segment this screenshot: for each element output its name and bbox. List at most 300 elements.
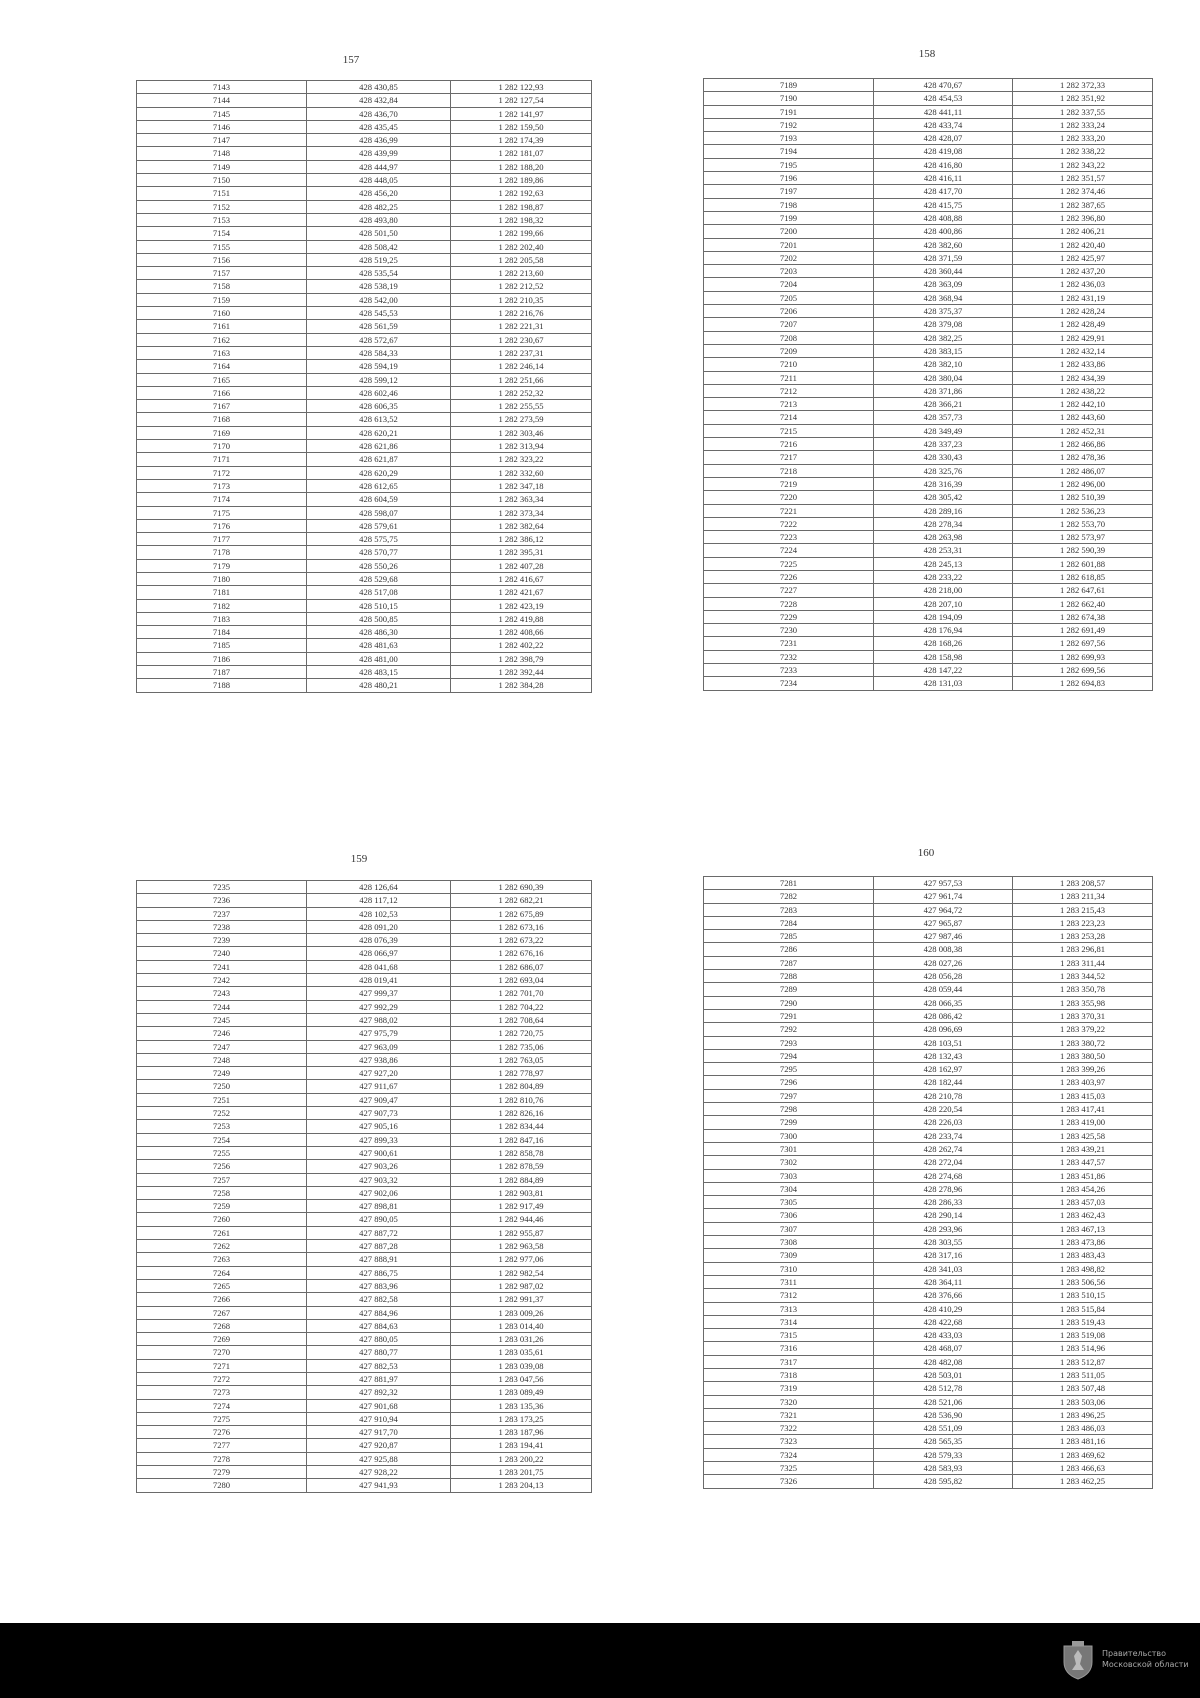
point-number-cell: 7240 [137,947,307,960]
table-row [137,1412,592,1425]
point-number-cell: 7298 [704,1103,874,1116]
y-coordinate-cell: 1 283 439,21 [1013,1142,1153,1155]
point-number-cell: 7290 [704,996,874,1009]
table-row [704,570,1153,583]
y-coordinate-cell: 1 282 351,57 [1013,172,1153,185]
x-coordinate-cell: 428 274,68 [874,1169,1013,1182]
table-row [137,174,592,187]
x-coordinate-cell: 428 468,07 [874,1342,1013,1355]
x-coordinate-cell: 428 382,10 [874,358,1013,371]
y-coordinate-cell: 1 282 917,49 [451,1200,592,1213]
point-number-cell: 7172 [137,466,307,479]
point-number-cell: 7293 [704,1036,874,1049]
coordinates-table-page-159 [136,880,592,1493]
point-number-cell: 7181 [137,586,307,599]
y-coordinate-cell: 1 282 987,02 [451,1279,592,1292]
point-number-cell: 7257 [137,1173,307,1186]
point-number-cell: 7287 [704,956,874,969]
y-coordinate-cell: 1 282 192,63 [451,187,592,200]
x-coordinate-cell: 428 325,76 [874,464,1013,477]
y-coordinate-cell: 1 282 778,97 [451,1067,592,1080]
point-number-cell: 7165 [137,373,307,386]
x-coordinate-cell: 428 433,74 [874,118,1013,131]
y-coordinate-cell: 1 282 374,46 [1013,185,1153,198]
point-number-cell: 7277 [137,1439,307,1452]
y-coordinate-cell: 1 282 708,64 [451,1013,592,1026]
x-coordinate-cell: 428 316,39 [874,477,1013,490]
x-coordinate-cell: 428 519,25 [307,253,451,266]
table-row [137,81,592,94]
point-number-cell: 7278 [137,1452,307,1465]
point-number-cell: 7258 [137,1186,307,1199]
x-coordinate-cell: 427 903,26 [307,1160,451,1173]
point-number-cell: 7153 [137,213,307,226]
y-coordinate-cell: 1 283 514,96 [1013,1342,1153,1355]
x-coordinate-cell: 428 364,11 [874,1275,1013,1288]
table-row [704,637,1153,650]
x-coordinate-cell: 427 992,29 [307,1000,451,1013]
x-coordinate-cell: 427 941,93 [307,1479,451,1492]
table-row [704,557,1153,570]
table-row [704,305,1153,318]
point-number-cell: 7173 [137,479,307,492]
x-coordinate-cell: 428 480,21 [307,679,451,692]
x-coordinate-cell: 428 293,96 [874,1222,1013,1235]
y-coordinate-cell: 1 282 693,04 [451,974,592,987]
x-coordinate-cell: 428 168,26 [874,637,1013,650]
point-number-cell: 7244 [137,1000,307,1013]
table-row [137,493,592,506]
y-coordinate-cell: 1 282 387,65 [1013,198,1153,211]
point-number-cell: 7320 [704,1395,874,1408]
y-coordinate-cell: 1 283 457,03 [1013,1196,1153,1209]
table-row [137,626,592,639]
table-row [704,491,1153,504]
x-coordinate-cell: 428 620,21 [307,426,451,439]
table-row [137,1439,592,1452]
x-coordinate-cell: 428 371,59 [874,251,1013,264]
x-coordinate-cell: 428 337,23 [874,438,1013,451]
table-row [137,413,592,426]
x-coordinate-cell: 428 262,74 [874,1142,1013,1155]
x-coordinate-cell: 428 158,98 [874,650,1013,663]
table-row [137,519,592,532]
table-row [137,666,592,679]
point-number-cell: 7241 [137,960,307,973]
point-number-cell: 7248 [137,1053,307,1066]
point-number-cell: 7276 [137,1426,307,1439]
point-number-cell: 7209 [704,344,874,357]
y-coordinate-cell: 1 282 351,92 [1013,92,1153,105]
point-number-cell: 7321 [704,1408,874,1421]
x-coordinate-cell: 428 561,59 [307,320,451,333]
table-row [137,1200,592,1213]
y-coordinate-cell: 1 283 447,57 [1013,1156,1153,1169]
table-row [704,398,1153,411]
x-coordinate-cell: 427 987,46 [874,930,1013,943]
table-row [704,1103,1153,1116]
table-row [137,559,592,572]
y-coordinate-cell: 1 283 507,48 [1013,1382,1153,1395]
point-number-cell: 7149 [137,160,307,173]
point-number-cell: 7269 [137,1333,307,1346]
x-coordinate-cell: 428 341,03 [874,1262,1013,1275]
table-row [137,1133,592,1146]
y-coordinate-cell: 1 283 503,06 [1013,1395,1153,1408]
table-row [137,907,592,920]
point-number-cell: 7272 [137,1372,307,1385]
y-coordinate-cell: 1 282 122,93 [451,81,592,94]
x-coordinate-cell: 428 383,15 [874,344,1013,357]
x-coordinate-cell: 428 433,03 [874,1329,1013,1342]
point-number-cell: 7234 [704,677,874,690]
y-coordinate-cell: 1 283 039,08 [451,1359,592,1372]
table-row [704,1049,1153,1062]
table-row [704,544,1153,557]
coat-of-arms-icon [1060,1640,1096,1680]
table-row [704,1196,1153,1209]
point-number-cell: 7191 [704,105,874,118]
point-number-cell: 7314 [704,1315,874,1328]
x-coordinate-cell: 427 900,61 [307,1146,451,1159]
x-coordinate-cell: 428 483,15 [307,666,451,679]
x-coordinate-cell: 428 454,53 [874,92,1013,105]
point-number-cell: 7271 [137,1359,307,1372]
point-number-cell: 7162 [137,333,307,346]
table-row [137,386,592,399]
y-coordinate-cell: 1 282 398,79 [451,652,592,665]
table-row [137,572,592,585]
x-coordinate-cell: 428 103,51 [874,1036,1013,1049]
y-coordinate-cell: 1 283 350,78 [1013,983,1153,996]
table-row [137,1146,592,1159]
x-coordinate-cell: 428 606,35 [307,400,451,413]
point-number-cell: 7306 [704,1209,874,1222]
point-number-cell: 7292 [704,1023,874,1036]
table-row [137,1226,592,1239]
table-row [704,956,1153,969]
x-coordinate-cell: 428 565,35 [874,1435,1013,1448]
x-coordinate-cell: 428 604,59 [307,493,451,506]
point-number-cell: 7310 [704,1262,874,1275]
y-coordinate-cell: 1 283 344,52 [1013,970,1153,983]
y-coordinate-cell: 1 282 433,86 [1013,358,1153,371]
table-row [704,371,1153,384]
table-row [137,1466,592,1479]
table-row [704,877,1153,890]
table-row [704,983,1153,996]
point-number-cell: 7238 [137,920,307,933]
point-number-cell: 7185 [137,639,307,652]
point-number-cell: 7174 [137,493,307,506]
point-number-cell: 7211 [704,371,874,384]
x-coordinate-cell: 428 436,70 [307,107,451,120]
y-coordinate-cell: 1 282 333,20 [1013,132,1153,145]
point-number-cell: 7170 [137,440,307,453]
table-row [137,1120,592,1133]
table-row [704,1342,1153,1355]
table-row [137,920,592,933]
table-row [137,1040,592,1053]
point-number-cell: 7144 [137,94,307,107]
y-coordinate-cell: 1 282 944,46 [451,1213,592,1226]
x-coordinate-cell: 427 927,20 [307,1067,451,1080]
y-coordinate-cell: 1 283 486,03 [1013,1422,1153,1435]
table-row [137,1346,592,1359]
point-number-cell: 7254 [137,1133,307,1146]
point-number-cell: 7203 [704,265,874,278]
footer-bar [0,1623,1200,1698]
point-number-cell: 7286 [704,943,874,956]
point-number-cell: 7205 [704,291,874,304]
y-coordinate-cell: 1 283 512,87 [1013,1355,1153,1368]
y-coordinate-cell: 1 282 452,31 [1013,424,1153,437]
x-coordinate-cell: 428 278,96 [874,1182,1013,1195]
table-row [137,479,592,492]
y-coordinate-cell: 1 283 370,31 [1013,1009,1153,1022]
x-coordinate-cell: 427 920,87 [307,1439,451,1452]
table-row [137,1240,592,1253]
y-coordinate-cell: 1 282 202,40 [451,240,592,253]
x-coordinate-cell: 428 091,20 [307,920,451,933]
table-row [137,346,592,359]
x-coordinate-cell: 427 909,47 [307,1093,451,1106]
x-coordinate-cell: 428 448,05 [307,174,451,187]
table-row [137,1279,592,1292]
x-coordinate-cell: 428 579,61 [307,519,451,532]
x-coordinate-cell: 428 428,07 [874,132,1013,145]
x-coordinate-cell: 428 162,97 [874,1063,1013,1076]
y-coordinate-cell: 1 283 496,25 [1013,1408,1153,1421]
x-coordinate-cell: 428 439,99 [307,147,451,160]
table-row [704,238,1153,251]
table-row [704,943,1153,956]
table-row [704,1262,1153,1275]
y-coordinate-cell: 1 282 847,16 [451,1133,592,1146]
y-coordinate-cell: 1 282 213,60 [451,267,592,280]
point-number-cell: 7282 [704,890,874,903]
y-coordinate-cell: 1 283 454,26 [1013,1182,1153,1195]
table-row [704,903,1153,916]
table-row [137,1306,592,1319]
table-row [137,652,592,665]
x-coordinate-cell: 428 408,88 [874,211,1013,224]
table-row [137,1479,592,1492]
x-coordinate-cell: 427 963,09 [307,1040,451,1053]
table-row [704,1076,1153,1089]
y-coordinate-cell: 1 282 675,89 [451,907,592,920]
y-coordinate-cell: 1 282 662,40 [1013,597,1153,610]
x-coordinate-cell: 428 272,04 [874,1156,1013,1169]
table-row [137,227,592,240]
footer-line-2: Московской области [1102,1660,1189,1669]
y-coordinate-cell: 1 282 647,61 [1013,584,1153,597]
point-number-cell: 7214 [704,411,874,424]
x-coordinate-cell: 428 066,97 [307,947,451,960]
table-row [137,240,592,253]
point-number-cell: 7201 [704,238,874,251]
x-coordinate-cell: 427 961,74 [874,890,1013,903]
table-row [137,400,592,413]
point-number-cell: 7295 [704,1063,874,1076]
point-number-cell: 7252 [137,1107,307,1120]
x-coordinate-cell: 428 508,42 [307,240,451,253]
y-coordinate-cell: 1 283 211,34 [1013,890,1153,903]
point-number-cell: 7195 [704,158,874,171]
y-coordinate-cell: 1 282 386,12 [451,533,592,546]
x-coordinate-cell: 428 066,35 [874,996,1013,1009]
x-coordinate-cell: 427 957,53 [874,877,1013,890]
x-coordinate-cell: 428 482,25 [307,200,451,213]
x-coordinate-cell: 428 303,55 [874,1236,1013,1249]
point-number-cell: 7187 [137,666,307,679]
table-row [704,970,1153,983]
y-coordinate-cell: 1 282 763,05 [451,1053,592,1066]
x-coordinate-cell: 428 233,74 [874,1129,1013,1142]
x-coordinate-cell: 428 218,00 [874,584,1013,597]
y-coordinate-cell: 1 283 473,86 [1013,1236,1153,1249]
y-coordinate-cell: 1 282 425,97 [1013,251,1153,264]
y-coordinate-cell: 1 282 337,55 [1013,105,1153,118]
x-coordinate-cell: 428 613,52 [307,413,451,426]
x-coordinate-cell: 428 612,65 [307,479,451,492]
point-number-cell: 7264 [137,1266,307,1279]
y-coordinate-cell: 1 282 720,75 [451,1027,592,1040]
x-coordinate-cell: 428 456,20 [307,187,451,200]
y-coordinate-cell: 1 282 210,35 [451,293,592,306]
point-number-cell: 7227 [704,584,874,597]
table-row [137,1386,592,1399]
page-number-159: 159 [350,853,368,865]
x-coordinate-cell: 428 371,86 [874,384,1013,397]
y-coordinate-cell: 1 282 273,59 [451,413,592,426]
y-coordinate-cell: 1 282 428,24 [1013,305,1153,318]
table-row [704,1142,1153,1155]
table-row [137,1213,592,1226]
y-coordinate-cell: 1 282 432,14 [1013,344,1153,357]
x-coordinate-cell: 428 360,44 [874,265,1013,278]
y-coordinate-cell: 1 282 810,76 [451,1093,592,1106]
y-coordinate-cell: 1 282 332,60 [451,466,592,479]
x-coordinate-cell: 428 542,00 [307,293,451,306]
table-row [704,531,1153,544]
point-number-cell: 7152 [137,200,307,213]
y-coordinate-cell: 1 283 355,98 [1013,996,1153,1009]
point-number-cell: 7261 [137,1226,307,1239]
y-coordinate-cell: 1 282 804,89 [451,1080,592,1093]
x-coordinate-cell: 427 907,73 [307,1107,451,1120]
point-number-cell: 7319 [704,1382,874,1395]
x-coordinate-cell: 428 019,41 [307,974,451,987]
x-coordinate-cell: 427 905,16 [307,1120,451,1133]
x-coordinate-cell: 428 575,75 [307,533,451,546]
table-row [704,1395,1153,1408]
point-number-cell: 7246 [137,1027,307,1040]
y-coordinate-cell: 1 282 141,97 [451,107,592,120]
point-number-cell: 7318 [704,1368,874,1381]
y-coordinate-cell: 1 282 181,07 [451,147,592,160]
point-number-cell: 7188 [137,679,307,692]
y-coordinate-cell: 1 283 194,41 [451,1439,592,1452]
y-coordinate-cell: 1 282 536,23 [1013,504,1153,517]
x-coordinate-cell: 427 888,91 [307,1253,451,1266]
table-row [137,881,592,894]
y-coordinate-cell: 1 282 373,34 [451,506,592,519]
y-coordinate-cell: 1 283 253,28 [1013,930,1153,943]
x-coordinate-cell: 427 892,32 [307,1386,451,1399]
point-number-cell: 7218 [704,464,874,477]
point-number-cell: 7179 [137,559,307,572]
x-coordinate-cell: 428 210,78 [874,1089,1013,1102]
point-number-cell: 7266 [137,1293,307,1306]
point-number-cell: 7288 [704,970,874,983]
point-number-cell: 7160 [137,307,307,320]
table-row [137,1013,592,1026]
table-row [704,344,1153,357]
point-number-cell: 7182 [137,599,307,612]
y-coordinate-cell: 1 282 735,06 [451,1040,592,1053]
table-row [704,1462,1153,1475]
y-coordinate-cell: 1 283 173,25 [451,1412,592,1425]
x-coordinate-cell: 428 147,22 [874,664,1013,677]
x-coordinate-cell: 428 470,67 [874,79,1013,92]
x-coordinate-cell: 428 027,26 [874,956,1013,969]
table-row [704,1475,1153,1488]
point-number-cell: 7216 [704,438,874,451]
table-row [137,107,592,120]
table-row [137,307,592,320]
point-number-cell: 7326 [704,1475,874,1488]
x-coordinate-cell: 428 550,26 [307,559,451,572]
point-number-cell: 7148 [137,147,307,160]
point-number-cell: 7322 [704,1422,874,1435]
table-row [704,1156,1153,1169]
point-number-cell: 7226 [704,570,874,583]
x-coordinate-cell: 428 538,19 [307,280,451,293]
x-coordinate-cell: 427 880,05 [307,1333,451,1346]
point-number-cell: 7236 [137,894,307,907]
point-number-cell: 7197 [704,185,874,198]
y-coordinate-cell: 1 282 437,20 [1013,265,1153,278]
y-coordinate-cell: 1 283 403,97 [1013,1076,1153,1089]
y-coordinate-cell: 1 282 704,22 [451,1000,592,1013]
y-coordinate-cell: 1 283 035,61 [451,1346,592,1359]
y-coordinate-cell: 1 282 858,78 [451,1146,592,1159]
table-row [704,358,1153,371]
y-coordinate-cell: 1 282 590,39 [1013,544,1153,557]
table-row [704,1169,1153,1182]
y-coordinate-cell: 1 282 601,88 [1013,557,1153,570]
y-coordinate-cell: 1 283 519,43 [1013,1315,1153,1328]
point-number-cell: 7296 [704,1076,874,1089]
x-coordinate-cell: 428 056,28 [874,970,1013,983]
x-coordinate-cell: 427 910,94 [307,1412,451,1425]
table-row [137,1372,592,1385]
point-number-cell: 7232 [704,650,874,663]
point-number-cell: 7143 [137,81,307,94]
y-coordinate-cell: 1 282 878,59 [451,1160,592,1173]
x-coordinate-cell: 427 975,79 [307,1027,451,1040]
y-coordinate-cell: 1 282 682,21 [451,894,592,907]
point-number-cell: 7171 [137,453,307,466]
y-coordinate-cell: 1 283 208,57 [1013,877,1153,890]
x-coordinate-cell: 428 536,90 [874,1408,1013,1421]
footer-caption [1102,1648,1194,1670]
table-row [137,546,592,559]
x-coordinate-cell: 428 207,10 [874,597,1013,610]
point-number-cell: 7297 [704,1089,874,1102]
y-coordinate-cell: 1 283 469,62 [1013,1448,1153,1461]
